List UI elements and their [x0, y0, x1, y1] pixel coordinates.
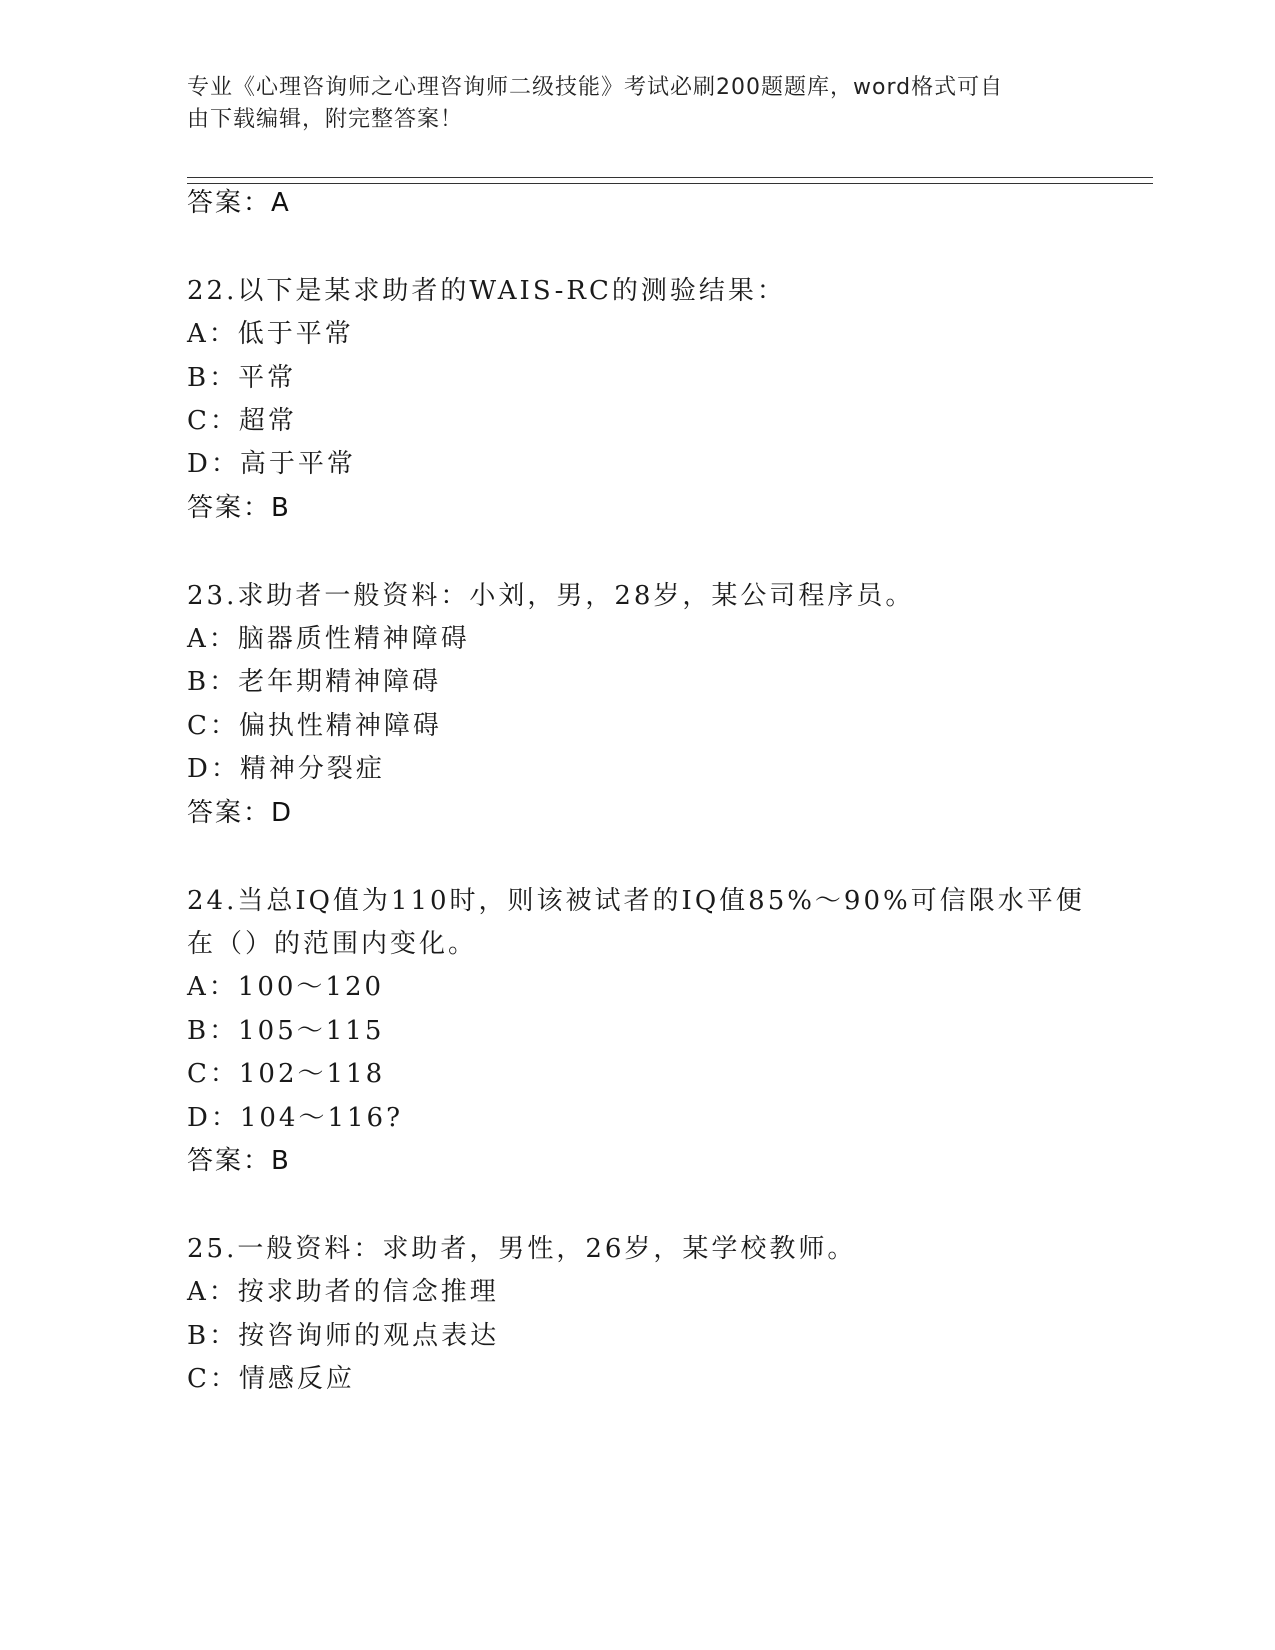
answer-22: 答案：B	[187, 493, 291, 523]
header-divider-bottom	[187, 183, 1153, 184]
header-line-2: 由下载编辑，附完整答案！	[187, 107, 464, 132]
q23-option-c: C：偏执性精神障碍	[187, 711, 442, 741]
question-25: 25.一般资料：求助者，男性，26岁，某学校教师。	[187, 1234, 857, 1264]
q24-option-b: B：105～115	[187, 1016, 385, 1046]
document-header	[187, 72, 1067, 136]
answer-23: 答案：D	[187, 798, 294, 828]
header-divider-top	[187, 177, 1153, 178]
q25-option-a: A：按求助者的信念推理	[187, 1277, 499, 1307]
q25-option-b: B：按咨询师的观点表达	[187, 1321, 500, 1351]
q23-option-d: D：精神分裂症	[187, 754, 385, 784]
answer-24: 答案：B	[187, 1146, 291, 1176]
q25-option-c: C：情感反应	[187, 1364, 355, 1394]
q24-option-d: D：104～116?	[187, 1103, 404, 1133]
question-24-line-1: 24.当总IQ值为110时，则该被试者的IQ值85%～90%可信限水平便	[187, 886, 1085, 916]
q22-option-d: D：高于平常	[187, 449, 356, 479]
q22-option-a: A：低于平常	[187, 319, 354, 349]
q23-option-b: B：老年期精神障碍	[187, 667, 442, 697]
question-24-line-2: 在（）的范围内变化。	[187, 929, 478, 959]
question-23: 23.求助者一般资料：小刘，男，28岁，某公司程序员。	[187, 581, 915, 611]
q22-option-b: B：平常	[187, 363, 297, 393]
q23-option-a: A：脑器质性精神障碍	[187, 624, 470, 654]
question-22: 22.以下是某求助者的WAIS-RC的测验结果：	[187, 276, 786, 306]
q22-option-c: C：超常	[187, 406, 297, 436]
q24-option-c: C：102～118	[187, 1059, 386, 1089]
q24-option-a: A：100～120	[187, 972, 385, 1002]
answer-21: 答案：A	[187, 188, 291, 218]
header-line-1: 专业《心理咨询师之心理咨询师二级技能》考试必刷200题题库，word格式可自	[187, 75, 1004, 100]
